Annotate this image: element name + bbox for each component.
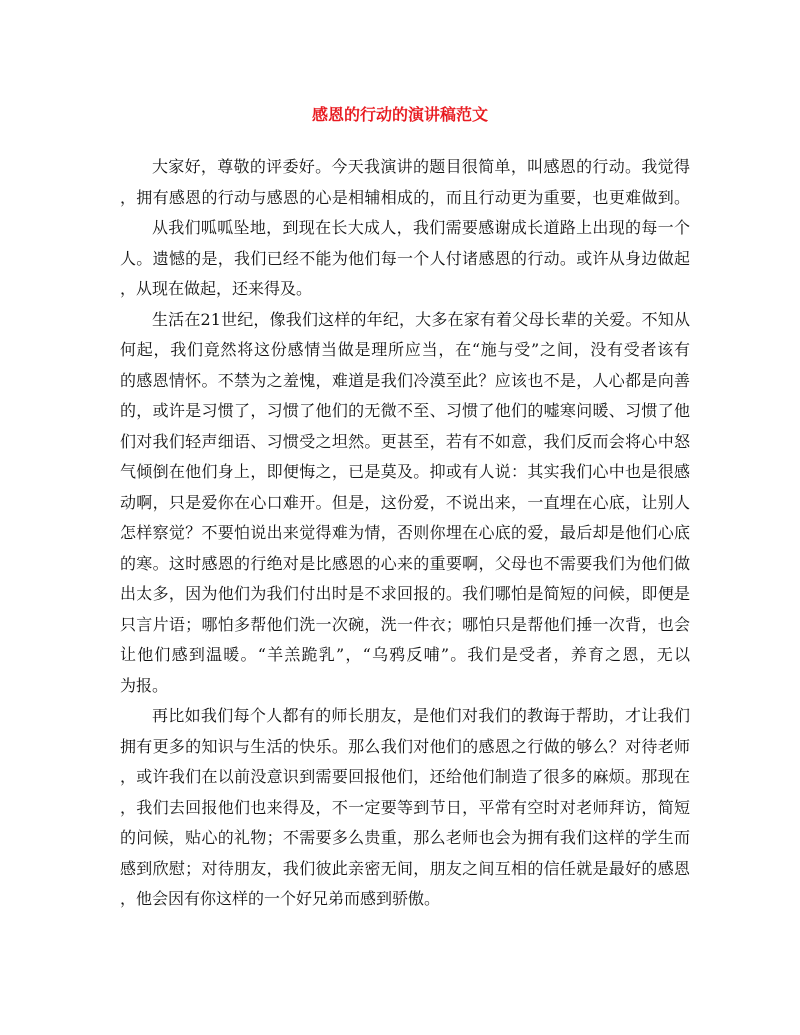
text-line: 拥有更多的知识与生活的快乐。那么我们对他们的感恩之行做的够么？对待老师 <box>120 736 690 756</box>
text-line: 生活在21世纪，像我们这样的年纪，大多在家有着父母长辈的关爱。不知从 <box>152 309 690 329</box>
text-line: 怎样察觉？不要怕说出来觉得难为情，否则你埋在心底的爱，最后却是他们心底 <box>120 523 690 542</box>
text-line: 从我们呱呱坠地，到现在长大成人，我们需要感谢成长道路上出现的每一个 <box>152 218 690 237</box>
text-line: 气倾倒在他们身上，即便悔之，已是莫及。抑或有人说：其实我们心中也是很感 <box>120 462 690 481</box>
text-line: 感到欣慰；对待朋友，我们彼此亲密无间，朋友之间互相的信任就是最好的感恩 <box>120 858 690 878</box>
text-line: 何起，我们竟然将这份感情当做是理所应当，在“施与受”之间，没有受者该有 <box>120 340 690 359</box>
document-title: 感恩的行动的演讲稿范文 <box>311 105 488 124</box>
text-line: 人。遗憾的是，我们已经不能为他们每一个人付诸感恩的行动。或许从身边做起 <box>120 248 690 268</box>
text-line: 只言片语；哪怕多帮他们洗一次碗，洗一件衣；哪怕只是帮他们捶一次背，也会 <box>120 614 690 634</box>
text-line: 们对我们轻声细语、习惯受之坦然。更甚至，若有不如意，我们反而会将心中怒 <box>120 431 690 451</box>
text-line: ，从现在做起，还来得及。 <box>120 279 313 298</box>
text-line: 的寒。这时感恩的行绝对是比感恩的心来的重要啊，父母也不需要我们为他们做 <box>120 553 690 573</box>
text-line: 动啊，只是爱你在心口难开。但是，这份爱，不说出来，一直埋在心底，让别人 <box>120 492 690 512</box>
text-line: ，我们去回报他们也来得及，不一定要等到节日，平常有空时对老师拜访，简短 <box>120 797 690 817</box>
text-line: 出太多，因为他们为我们付出时是不求回报的。我们哪怕是简短的问候，即便是 <box>120 584 690 603</box>
text-line: ，他会因有你这样的一个好兄弟而感到骄傲。 <box>120 889 441 908</box>
paragraph-2 <box>120 213 690 305</box>
document-body <box>120 152 690 915</box>
paragraph-4 <box>120 701 690 915</box>
text-line: ，或许我们在以前没意识到需要回报他们，还给他们制造了很多的麻烦。那现在 <box>120 767 690 786</box>
text-line: 为报。 <box>120 675 169 695</box>
paragraph-3 <box>120 305 690 702</box>
text-line: 大家好，尊敬的评委好。今天我演讲的题目很简单，叫感恩的行动。我觉得 <box>152 157 690 176</box>
paragraph-1 <box>120 152 690 213</box>
text-line: 再比如我们每个人都有的师长朋友，是他们对我们的教诲于帮助，才让我们 <box>152 706 690 725</box>
text-line: 的，或许是习惯了，习惯了他们的无微不至、习惯了他们的嘘寒问暖、习惯了他 <box>120 401 690 420</box>
text-line: 的感恩情怀。不禁为之羞愧，难道是我们冷漠至此？应该也不是，人心都是向善 <box>120 370 690 390</box>
text-line: 的问候，贴心的礼物；不需要多么贵重，那么老师也会为拥有我们这样的学生而 <box>120 828 690 847</box>
text-line: ，拥有感恩的行动与感恩的心是相辅相成的，而且行动更为重要，也更难做到。 <box>120 187 690 207</box>
text-line: 让他们感到温暖。“羊羔跪乳”，“乌鸦反哺”。我们是受者，养育之恩，无以 <box>120 645 690 664</box>
